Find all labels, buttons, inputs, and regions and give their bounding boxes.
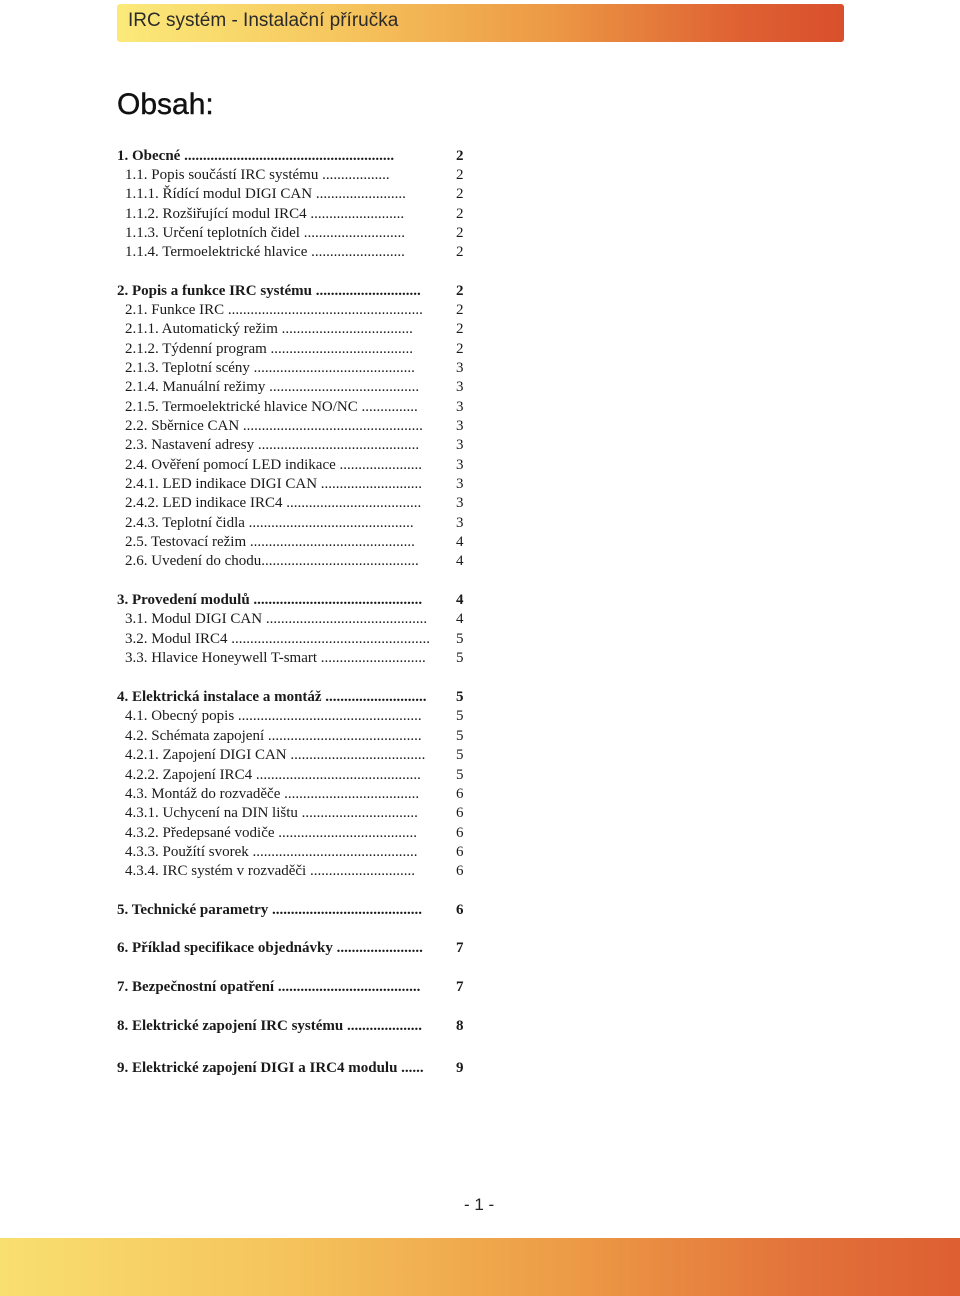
toc-entry-page: 5 xyxy=(456,650,464,666)
toc-entry-label: 2.4.3. Teplotní čidla ............................................ xyxy=(125,515,414,531)
toc-entry-page: 6 xyxy=(456,786,464,802)
toc-entry-label: 4.3.2. Předepsané vodiče ..................................... xyxy=(125,825,418,841)
toc-entry-page: 6 xyxy=(456,825,464,841)
toc-entry-page: 3 xyxy=(456,457,464,473)
toc-entry-page: 2 xyxy=(456,148,464,164)
footer-band xyxy=(0,1238,960,1296)
toc-entry-page: 6 xyxy=(456,863,464,879)
toc-entry-label: 4.3.1. Uchycení na DIN lištu ............................... xyxy=(125,805,418,821)
toc-entry-page: 2 xyxy=(456,244,464,260)
toc-entry-label: 3.3. Hlavice Honeywell T-smart ............................ xyxy=(125,650,426,666)
toc-entry-page: 4 xyxy=(456,553,464,569)
toc-entry-page: 5 xyxy=(456,728,464,744)
toc-entry-label: 6. Příklad specifikace objednávky ....................... xyxy=(117,940,423,956)
toc-entry-label: 2.3. Nastavení adresy ........................................... xyxy=(125,437,420,453)
toc-entry-page: 4 xyxy=(456,611,464,627)
toc-entry-label: 1.1.4. Termoelektrické hlavice ......................... xyxy=(125,244,405,260)
toc-entry-page: 5 xyxy=(456,689,464,705)
toc-entry-label: 2.1.3. Teplotní scény ........................................... xyxy=(125,360,415,376)
toc-entry-label: 4.3.3. Použítí svorek ............................................ xyxy=(125,844,418,860)
toc-entry-page: 3 xyxy=(456,515,464,531)
toc-entry-page: 5 xyxy=(456,747,464,763)
toc-entry-label: 4.3. Montáž do rozvaděče .................................... xyxy=(125,786,420,802)
toc-entry-page: 6 xyxy=(456,844,464,860)
page-number: - 1 - xyxy=(464,1195,495,1214)
toc-entry-label: 9. Elektrické zapojení DIGI a IRC4 modulu ...... xyxy=(117,1060,424,1076)
toc-entry-page: 6 xyxy=(456,805,464,821)
toc-entry-page: 2 xyxy=(456,206,464,222)
toc-entry-page: 2 xyxy=(456,341,464,357)
toc-entry-label: 4.2.1. Zapojení DIGI CAN .................................... xyxy=(125,747,426,763)
toc-entry-page: 4 xyxy=(456,534,464,550)
page-title: Obsah: xyxy=(117,88,214,121)
document-title: IRC systém - Instalační příručka xyxy=(128,10,399,31)
toc-entry-page: 5 xyxy=(456,767,464,783)
toc-entry-label: 1.1.2. Rozšiřující modul IRC4 ......................... xyxy=(125,206,405,222)
toc-entry-page: 5 xyxy=(456,631,464,647)
toc-entry-label: 2.1.4. Manuální režimy ........................................ xyxy=(125,379,420,395)
toc-entry-label: 4.1. Obecný popis ................................................. xyxy=(125,708,422,724)
toc-entry-label: 3.2. Modul IRC4 ..................................................... xyxy=(125,631,431,647)
toc-entry-page: 3 xyxy=(456,495,464,511)
toc-entry-label: 1.1.1. Řídící modul DIGI CAN ........................ xyxy=(125,186,406,202)
toc-entry-label: 2.2. Sběrnice CAN ................................................ xyxy=(125,418,423,434)
toc-entry-label: 4.2.2. Zapojení IRC4 ............................................ xyxy=(125,767,421,783)
toc-entry-label: 2.4.1. LED indikace DIGI CAN ........................... xyxy=(125,476,423,492)
toc-entry-page: 3 xyxy=(456,418,464,434)
toc-entry-label: 4.2. Schémata zapojení ......................................... xyxy=(125,728,422,744)
toc-entry-label: 2.6. Uvedení do chodu.......................................... xyxy=(125,553,419,569)
toc-entry-page: 2 xyxy=(456,321,464,337)
toc-entry-label: 4.3.4. IRC systém v rozvaděči ............................ xyxy=(125,863,415,879)
toc-entry-label: 5. Technické parametry ........................................ xyxy=(117,902,422,918)
toc-entry-page: 7 xyxy=(456,979,464,995)
toc-entry-page: 2 xyxy=(456,302,464,318)
toc-entry-label: 2.4.2. LED indikace IRC4 .................................... xyxy=(125,495,422,511)
toc-entry-page: 9 xyxy=(456,1060,464,1076)
toc-entry-label: 8. Elektrické zapojení IRC systému .................... xyxy=(117,1018,422,1034)
toc-entry-page: 7 xyxy=(456,940,464,956)
toc-entry-page: 2 xyxy=(456,283,464,299)
toc-entry-label: 2. Popis a funkce IRC systému ............................ xyxy=(117,283,421,299)
toc-entry-label: 2.4. Ověření pomocí LED indikace ...................... xyxy=(125,457,423,473)
toc-entry-page: 3 xyxy=(456,360,464,376)
toc-entry-page: 3 xyxy=(456,437,464,453)
toc-entry-label: 2.1.2. Týdenní program ...................................... xyxy=(125,341,414,357)
toc-entry-label: 2.5. Testovací režim ............................................ xyxy=(125,534,415,550)
toc-entry-page: 3 xyxy=(456,399,464,415)
toc-entry-label: 2.1.5. Termoelektrické hlavice NO/NC ............... xyxy=(125,399,418,415)
toc-entry-page: 4 xyxy=(456,592,464,608)
toc-entry-label: 7. Bezpečnostní opatření ...................................... xyxy=(117,979,421,995)
toc-entry-label: 2.1.1. Automatický režim ................................... xyxy=(125,321,413,337)
toc-entry-page: 8 xyxy=(456,1018,464,1034)
toc-entry-page: 3 xyxy=(456,379,464,395)
toc-entry-label: 3.1. Modul DIGI CAN ........................................... xyxy=(125,611,428,627)
toc-entry-label: 3. Provedení modulů ............................................. xyxy=(117,592,423,608)
toc-entry-label: 1.1.3. Určení teplotních čidel ........................... xyxy=(125,225,405,241)
toc-entry-label: 1. Obecné ........................................................ xyxy=(117,148,395,164)
toc-entry-label: 4. Elektrická instalace a montáž ........................... xyxy=(117,689,427,705)
toc-entry-page: 2 xyxy=(456,167,464,183)
toc-entry-page: 5 xyxy=(456,708,464,724)
toc-entry-page: 3 xyxy=(456,476,464,492)
toc-entry-label: 2.1. Funkce IRC .................................................... xyxy=(125,302,423,318)
toc-entry-page: 2 xyxy=(456,225,464,241)
toc-entry-page: 6 xyxy=(456,902,464,918)
toc-entry-page: 2 xyxy=(456,186,464,202)
toc-entry-label: 1.1. Popis součástí IRC systému .................. xyxy=(125,167,390,183)
